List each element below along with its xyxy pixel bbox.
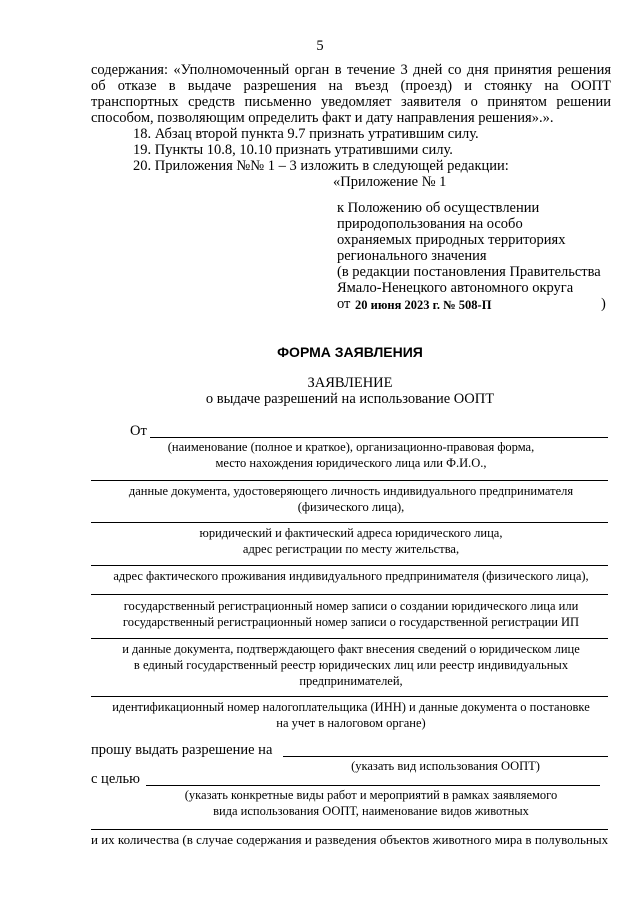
hint-text: юридический и фактический адреса юридического лица,: [199, 526, 503, 540]
appendix-from-prefix: от: [337, 296, 351, 312]
hint-text: место нахождения юридического лица или Ф.И.О.,: [215, 456, 487, 470]
body-line: транспортных средств письменно уведомляет заявителя о принятом решении: [91, 94, 611, 110]
hint-text: адрес фактического проживания индивидуального предпринимателя (физического лица),: [113, 569, 589, 583]
field-line[interactable]: [91, 594, 608, 595]
from-label: От: [130, 423, 147, 439]
appendix-from-value: 20 июня 2023 г. № 508-П: [355, 298, 492, 312]
request-label: прошу выдать разрешение на: [91, 742, 273, 758]
appendix-line: охраняемых природных территориях: [337, 232, 566, 248]
body-line: способом, позволяющим определить факт и дату направления решения».».: [91, 110, 554, 126]
hint-text: адрес регистрации по месту жительства,: [242, 542, 460, 556]
appendix-closing: ): [601, 296, 606, 312]
field-line[interactable]: [91, 829, 608, 830]
hint-text: предпринимателей,: [299, 674, 403, 688]
hint-text: (наименование (полное и краткое), организационно-правовая форма,: [167, 440, 535, 454]
body-line: содержания: «Уполномоченный орган в течение 3 дней со дня принятия решения: [91, 62, 611, 78]
purpose-label: с целью: [91, 771, 140, 787]
request-hint: (указать вид использования ООПТ): [351, 759, 540, 773]
hint-text: государственный регистрационный номер записи о создании юридического лица или: [123, 599, 579, 613]
hint-text: данные документа, удостоверяющего личность индивидуального предпринимателя: [128, 484, 574, 498]
appendix-line: к Положению об осуществлении: [337, 200, 540, 216]
appendix-line: природопользования на особо: [337, 216, 523, 232]
hint-text: в единый государственный реестр юридических лиц или реестр индивидуальных: [133, 658, 569, 672]
form-title: ЗАЯВЛЕНИЕ: [307, 375, 393, 391]
purpose-field-line[interactable]: [146, 785, 600, 786]
form-heading: ФОРМА ЗАЯВЛЕНИЯ: [277, 344, 423, 360]
hint-text: государственный регистрационный номер записи о государственной регистрации ИП: [122, 615, 580, 629]
field-line[interactable]: [91, 565, 608, 566]
form-subtitle: о выдаче разрешений на использование ООПТ: [205, 391, 495, 407]
appendix-line: Ямало-Ненецкого автономного округа: [337, 280, 574, 296]
appendix-line: (в редакции постановления Правительства: [337, 264, 601, 280]
field-line[interactable]: [91, 696, 608, 697]
hint-text: на учет в налоговом органе): [276, 716, 426, 730]
appendix-line: регионального значения: [337, 248, 487, 264]
hint-text: (указать конкретные виды работ и мероприятий в рамках заявляемого: [184, 788, 558, 802]
hint-text: идентификационный номер налогоплательщика (ИНН) и данные документа о постановке: [112, 700, 590, 714]
item-19: 19. Пункты 10.8, 10.10 признать утратившими силу.: [133, 142, 453, 158]
item-20: 20. Приложения №№ 1 – 3 изложить в следующей редакции:: [133, 158, 509, 174]
item-18: 18. Абзац второй пункта 9.7 признать утратившим силу.: [133, 126, 479, 142]
hint-text: вида использования ООПТ, наименование видов животных: [213, 804, 529, 818]
appendix-title: «Приложение № 1: [333, 174, 447, 190]
body-line: об отказе в выдаче разрешения на въезд (проезд) и стоянку на ООПТ: [91, 78, 611, 94]
hint-text: и данные документа, подтверждающего факт внесения сведений о юридическом лице: [122, 642, 580, 656]
field-line[interactable]: [91, 638, 608, 639]
page-number: 5: [316, 38, 324, 54]
from-field-line[interactable]: [150, 437, 608, 438]
request-field-line[interactable]: [283, 756, 608, 757]
field-line[interactable]: [91, 480, 608, 481]
hint-text: (физического лица),: [297, 500, 405, 514]
last-line: и их количества (в случае содержания и разведения объектов животного мира в полувольных: [91, 832, 609, 847]
field-line[interactable]: [91, 522, 608, 523]
